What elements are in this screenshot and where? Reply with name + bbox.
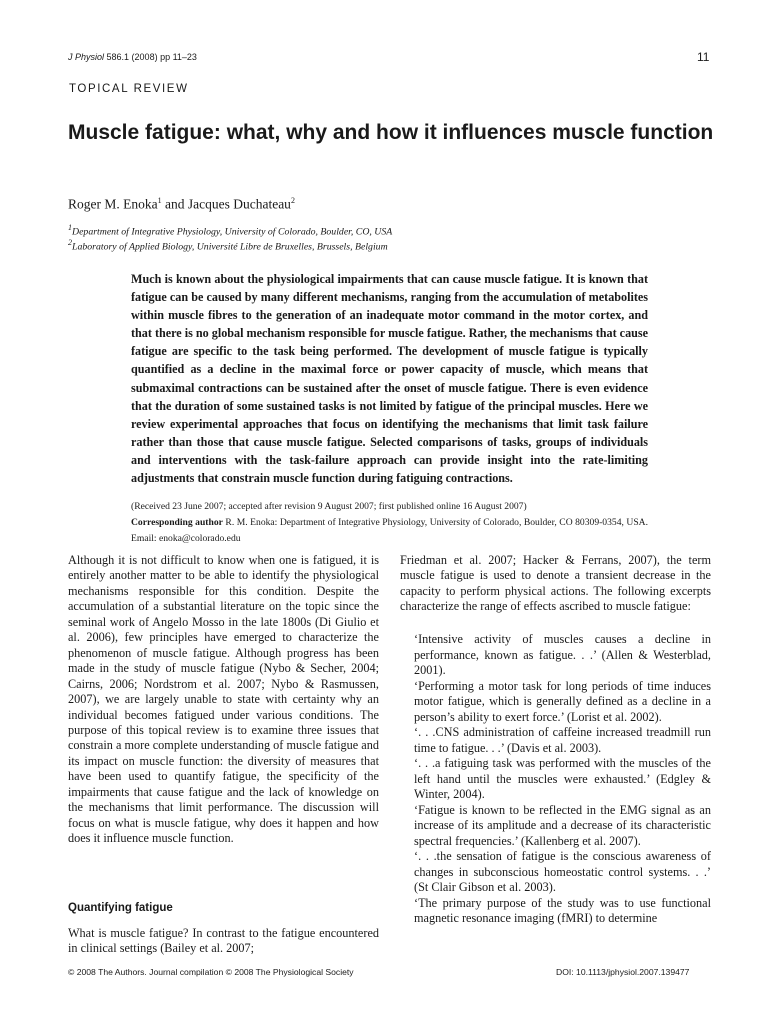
body-paragraph: Friedman et al. 2007; Hacker & Ferrans, 2007), the term muscle fatigue is used to denote a transient decrease in the capacity to perform physical actions. The following excerpts characterize the range of effects ascribed to muscle fatigue: [400, 553, 711, 614]
affiliation-text: Laboratory of Applied Biology, Université Libre de Bruxelles, Brussels, Belgium [72, 241, 388, 253]
journal-name: J Physiol [68, 52, 105, 62]
author-list [68, 196, 295, 213]
quote: ‘Intensive activity of muscles causes a decline in performance, known as fatigue. . .’ (Allen & Westerblad, 2001). [414, 632, 711, 677]
footer-doi: DOI: 10.1113/jphysiol.2007.139477 [556, 967, 690, 977]
abstract: Much is known about the physiological impairments that can cause muscle fatigue. It is known that fatigue can be caused by many different mechanisms, ranging from the accumulation of metabolites within muscle fibres to the generation of an inadequate motor command in the motor cortex, and that there is no global mechanism responsible for muscle fatigue. Rather, the mechanisms that cause fatigue are specific to the task being performed. The development of muscle fatigue is typically quantified as a decline in the maximal force or power capacity of muscle, which means that submaximal contractions can be sustained after the onset of muscle fatigue. There is even evidence that the duration of some sustained tasks is not limited by fatigue of the principal muscles. Here we review experimental approaches that focus on identifying the mechanisms that limit task failure rather than those that cause muscle fatigue. Selected comparisons of tasks, groups of individuals and interventions with the task-failure approach can provide insight into the rate-limiting adjustments that constrain muscle function during fatiguing contractions. [131, 272, 648, 486]
author-separator: and [161, 196, 188, 212]
author-affiliation-mark: 1 [157, 196, 162, 205]
author-name: Jacques Duchateau [187, 196, 291, 212]
affiliation-mark: 1 [68, 223, 72, 232]
article-title: Muscle fatigue: what, why and how it influences muscle function [68, 121, 714, 144]
quote: ‘. . .the sensation of fatigue is the conscious awareness of changes in subconscious homeostatic control systems. . .’ (St Clair Gibson et al. 2003). [414, 849, 711, 894]
quote: ‘Fatigue is known to be reflected in the EMG signal as an increase of its amplitude and a decrease of its characteristic spectral frequencies.’ (Kallenberg et al. 2007). [414, 802, 711, 848]
body-paragraph: What is muscle fatigue? In contrast to the fatigue encountered in clinical settings (Bailey et al. 2007; [68, 926, 379, 956]
footer-copyright: © 2008 The Authors. Journal compilation © 2008 The Physiological Society [68, 967, 354, 977]
page-number: 11 [697, 50, 710, 64]
quote: ‘. . .a fatiguing task was performed with the muscles of the left hand until the muscles were exhausted.’ (Edgley & Winter, 2004). [414, 756, 711, 801]
author-affiliation-mark: 2 [290, 196, 295, 205]
quote: ‘The primary purpose of the study was to use functional magnetic resonance imaging (fMRI) to determine [414, 895, 711, 925]
section-heading: Quantifying fatigue [68, 902, 173, 914]
section-label: TOPICAL REVIEW [69, 83, 189, 95]
affiliation-mark: 2 [68, 238, 72, 247]
corresponding-author-label: Corresponding author [131, 517, 223, 528]
quote: ‘Performing a motor task for long periods of time induces motor fatigue, which is generally defined as a decline in a person’s ability to exert force.’ (Lorist et al. 2002). [414, 678, 711, 724]
affiliation [68, 238, 388, 252]
body-paragraph: Although it is not difficult to know when one is fatigued, it is entirely another matter to be able to identify the physiological mechanisms responsible for this condition. Despite the accumulation of a substantial literature on the topic since the seminal work of Angelo Mosso in the late 1800s (Di Giulio et al. 2006), few principles have emerged to characterize the phenomenon of muscle fatigue. Although progress has been made in the study of muscle fatigue (Nybo & Secher, 2004; Cairns, 2006; Nordstrom et al. 2007; Nybo & Rasmussen, 2007), we are largely unable to state with certainty why an individual becomes fatigued under various conditions. The purpose of this topical review is to examine three issues that constrain a more complete understanding of muscle fatigue and its impact on muscle function: the diversity of measures that have been used to quantify fatigue, the specificity of the impairments that cause fatigue and the lack of knowledge on the mechanisms that limit performance. The discussion will focus on what is muscle fatigue, why does it happen and how does it influence muscle function. [68, 553, 379, 846]
journal-citation: 586.1 (2008) pp 11–23 [106, 52, 197, 62]
running-head [68, 52, 197, 62]
affiliation-text: Department of Integrative Physiology, University of Colorado, Boulder, CO, USA [72, 226, 393, 238]
author-name: Roger M. Enoka [68, 196, 158, 212]
affiliation [68, 223, 392, 237]
quote: ‘. . .CNS administration of caffeine increased treadmill run time to fatigue. . .’ (Davis et al. 2003). [414, 725, 711, 755]
quote-list [414, 632, 711, 927]
corresponding-author-details: R. M. Enoka: Department of Integrative Physiology, University of Colorado, Boulder, CO 80309-0354, USA. Email: enoka@colorado.edu [131, 517, 649, 544]
received-dates: (Received 23 June 2007; accepted after revision 9 August 2007; first published online 16 August 2007) [131, 501, 527, 512]
corresponding-author [131, 515, 648, 546]
